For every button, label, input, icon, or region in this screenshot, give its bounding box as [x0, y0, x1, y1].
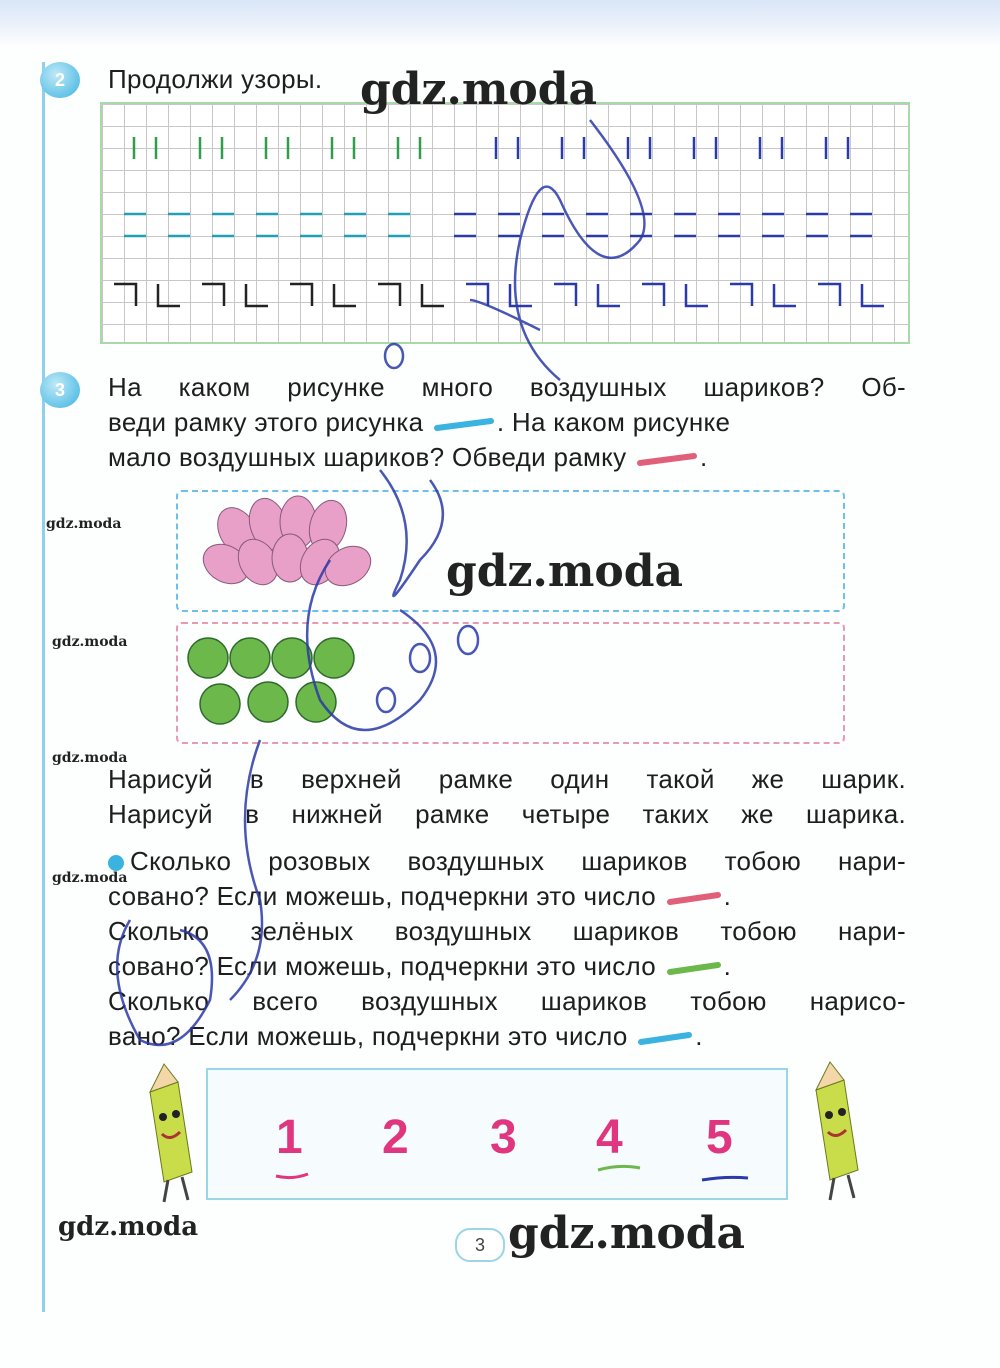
pattern-grid — [100, 102, 910, 344]
draw-line-2: Нарисуй в нижней рамке четыре таких же шарика. — [108, 799, 906, 829]
watermark: gdz.moda — [52, 750, 128, 766]
question-line-4-text: совано? Если можешь, подчеркни это число — [108, 951, 657, 981]
task-2-badge — [40, 62, 80, 98]
task-3-line-2-text: веди рамку этого рисунка — [108, 407, 424, 437]
question-line-3: Сколько зелёных воздушных шариков тобою нари- — [108, 916, 906, 946]
number-2[interactable]: 2 — [382, 1111, 409, 1164]
question-line-2-text: совано? Если можешь, подчеркни это число — [108, 881, 657, 911]
bullet-dot-icon — [108, 855, 124, 871]
number-3[interactable]: 3 — [490, 1111, 517, 1164]
task-3-line-2-end: . На каком рисунке — [496, 407, 731, 437]
pencil-red-icon — [634, 451, 700, 467]
pencil-character-icon — [796, 1060, 876, 1210]
task-3-line-3-text: мало воздушных шариков? Обведи рамку — [108, 442, 627, 472]
pencil-character-icon — [130, 1062, 210, 1212]
number-4[interactable]: 4 — [596, 1111, 623, 1164]
question-line-2: совано? Если можешь, подчеркни это число . — [108, 881, 732, 911]
task-3-line-3 — [108, 440, 906, 475]
pattern-drawing — [102, 104, 908, 342]
page-number: 3 — [455, 1228, 505, 1262]
pencil-blue-icon — [431, 416, 497, 432]
task-3-line-3-end: . — [699, 442, 708, 472]
task-2-number: 2 — [54, 69, 65, 90]
number-1[interactable]: 1 — [276, 1111, 303, 1164]
draw-line-1: Нарисуй в верхней рамке один такой же шарик. — [108, 764, 906, 794]
watermark: gdz.moda — [52, 634, 128, 650]
question-line-4: совано? Если можешь, подчеркни это число . — [108, 951, 732, 981]
question-line-1-text: Сколько розовых воздушных шариков тобою нари- — [130, 846, 906, 876]
task-2-instruction: Продолжи узоры. — [108, 64, 323, 94]
pencil-green-icon — [664, 960, 724, 976]
pencil-red-icon — [664, 890, 724, 906]
top-decorative-banner — [0, 0, 1000, 48]
number-5[interactable]: 5 — [706, 1111, 733, 1164]
watermark: gdz.moda — [446, 546, 684, 597]
balloons-frame-bottom[interactable] — [176, 622, 845, 744]
watermark: gdz.moda — [508, 1208, 746, 1259]
task-3-number: 3 — [54, 379, 65, 400]
watermark: gdz.moda — [46, 516, 122, 532]
watermark: gdz.moda — [52, 870, 128, 886]
left-margin-rule — [42, 62, 45, 1312]
task-3-badge — [40, 372, 80, 408]
question-line-1 — [108, 844, 906, 879]
question-line-6-text: вано? Если можешь, подчеркни это число — [108, 1021, 628, 1051]
pencil-blue-icon — [635, 1030, 695, 1046]
watermark: gdz.moda — [360, 64, 598, 115]
task-3-line-2 — [108, 405, 906, 440]
green-balloons-picture — [178, 624, 843, 742]
question-line-5: Сколько всего воздушных шариков тобою нарисо- — [108, 986, 906, 1016]
watermark: gdz.moda — [58, 1212, 199, 1242]
question-line-6: вано? Если можешь, подчеркни это число . — [108, 1021, 703, 1051]
task-3-line-1: На каком рисунке много воздушных шариков? Об- — [108, 372, 906, 402]
